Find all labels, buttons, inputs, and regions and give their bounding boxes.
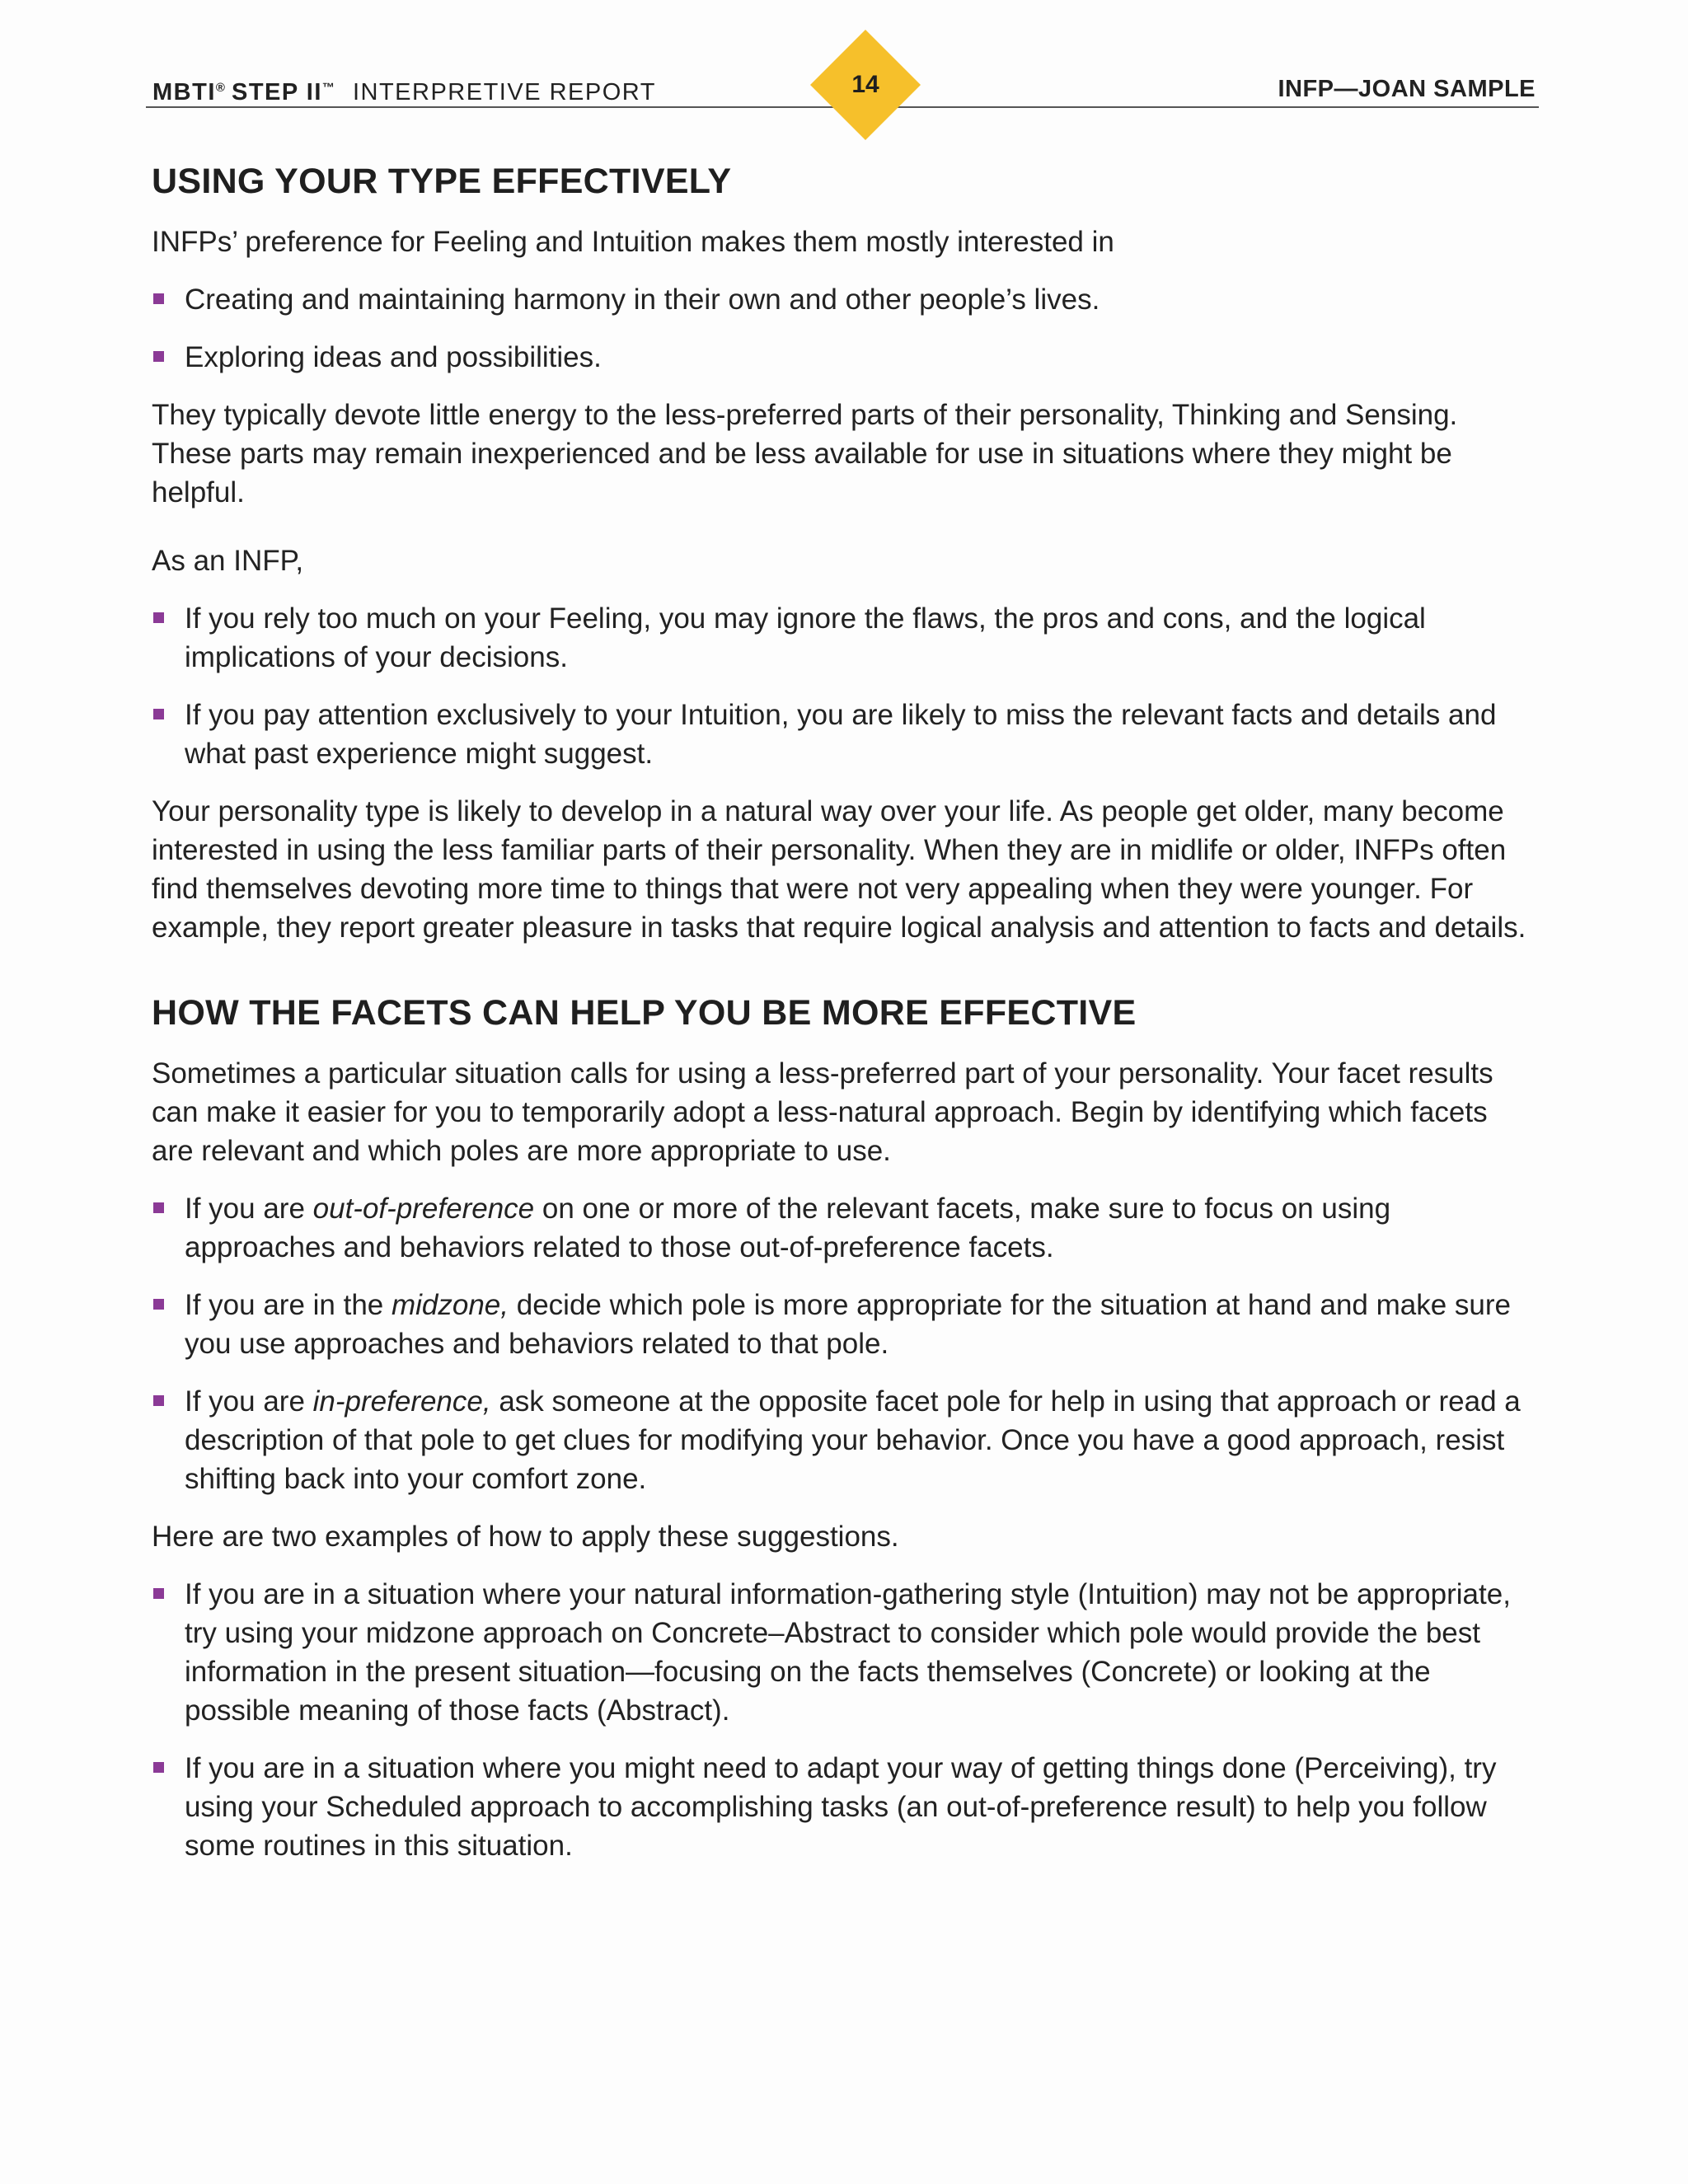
- tip-text-before: If you are: [185, 1193, 313, 1225]
- section-heading: HOW THE FACETS CAN HELP YOU BE MORE EFFECTIVE: [152, 993, 1137, 1033]
- list-item: [152, 338, 1536, 377]
- tip-text-before: If you are: [185, 1385, 313, 1418]
- report-label: INTERPRETIVE REPORT: [352, 79, 656, 105]
- tip-emphasis: in-preference,: [312, 1385, 491, 1418]
- report-subject: INFP—JOAN SAMPLE: [1278, 76, 1536, 102]
- body-paragraph: They typically devote little energy to the less-preferred parts of their personality, Thinking and Sensing. These parts may remain inexperienced and be less available for use in situations where they might be helpful.: [152, 399, 1458, 509]
- square-bullet-icon: [153, 1762, 164, 1773]
- list-item: [152, 599, 1536, 677]
- section-heading: USING YOUR TYPE EFFECTIVELY: [152, 162, 732, 201]
- list-item-text: If you are in a situation where you might need to adapt your way of getting things done (Perceiving), try using your Scheduled approach to accomplishing tasks (an out-of-preference result) to help you follow some routines in this situation.: [185, 1752, 1497, 1862]
- square-bullet-icon: [153, 1202, 164, 1213]
- list-item: [152, 1382, 1536, 1498]
- tip-text-after: on one or more of the relevant facets, make sure to focus on using approaches and behaviors related to those out-of-preference facets.: [185, 1193, 1391, 1263]
- square-bullet-icon: [153, 1395, 164, 1406]
- body-paragraph: Your personality type is likely to develop in a natural way over your life. As people get older, many become interested in using the less familiar parts of their personality. When they are in midlife or older, INFPs often find themselves devoting more time to things that were not very appealing when they were younger. For example, they report greater pleasure in tasks that require logical analysis and attention to facts and details.: [152, 795, 1526, 944]
- square-bullet-icon: [153, 709, 164, 719]
- square-bullet-icon: [153, 612, 164, 623]
- interests-list: [152, 280, 1536, 377]
- square-bullet-icon: [153, 351, 164, 362]
- list-item-text: Exploring ideas and possibilities.: [185, 341, 602, 373]
- examples-list: [152, 1575, 1536, 1865]
- report-title: [152, 73, 656, 108]
- registered-mark: ®: [215, 81, 225, 95]
- tip-text-after: decide which pole is more appropriate for the situation at hand and make sure you use approaches and behaviors related to that pole.: [185, 1289, 1512, 1360]
- tip-text-before: If you are in the: [185, 1289, 392, 1321]
- section-intro: INFPs’ preference for Feeling and Intuition makes them mostly interested in: [152, 226, 1114, 258]
- tip-emphasis: midzone,: [391, 1289, 509, 1321]
- brand-step: STEP II: [232, 79, 322, 105]
- list-item-text: If you rely too much on your Feeling, you may ignore the flaws, the pros and cons, and the logical implications of your decisions.: [185, 602, 1426, 673]
- section-facets: [152, 988, 1536, 1865]
- list-item: [152, 696, 1536, 773]
- tip-emphasis: out-of-preference: [312, 1193, 535, 1225]
- body-paragraph: As an INFP,: [152, 545, 304, 577]
- square-bullet-icon: [153, 293, 164, 304]
- cautions-list: [152, 599, 1536, 773]
- list-item: [152, 1749, 1536, 1865]
- list-item: [152, 1575, 1536, 1730]
- list-item-text: If you pay attention exclusively to your Intuition, you are likely to miss the relevant facts and details and what past experience might suggest.: [185, 699, 1497, 770]
- square-bullet-icon: [153, 1299, 164, 1310]
- list-item-text: If you are in a situation where your natural information-gathering style (Intuition) may not be appropriate, try using your midzone approach on Concrete–Abstract to consider which pole would provide the best information in the present situation—focusing on the facts themselves (Concrete) or looking at the possible meaning of those facts (Abstract).: [185, 1578, 1511, 1727]
- list-item: [152, 1189, 1536, 1267]
- section-intro: Sometimes a particular situation calls for using a less-preferred part of your personality. Your facet results can make it easier for you to temporarily adopt a less-natural approach. Begin by identifying which facets are relevant and which poles are more appropriate to use.: [152, 1057, 1493, 1167]
- facet-tips-list: [152, 1189, 1536, 1498]
- brand-mbti: MBTI: [152, 79, 216, 105]
- page-number: 14: [851, 71, 879, 98]
- square-bullet-icon: [153, 1588, 164, 1599]
- body-paragraph: Here are two examples of how to apply these suggestions.: [152, 1521, 899, 1553]
- list-item-text: Creating and maintaining harmony in their own and other people’s lives.: [185, 284, 1100, 316]
- section-using-type: [152, 157, 1536, 947]
- tip-text-after: ask someone at the opposite facet pole for help in using that approach or read a description of that pole to get clues for modifying your behavior. Once you have a good approach, resist shifting back into your comfort zone.: [185, 1385, 1521, 1495]
- list-item: [152, 1286, 1536, 1363]
- running-header: [146, 0, 1539, 140]
- trademark-mark: ™: [321, 81, 335, 95]
- page-content: [152, 157, 1536, 1884]
- list-item: [152, 280, 1536, 319]
